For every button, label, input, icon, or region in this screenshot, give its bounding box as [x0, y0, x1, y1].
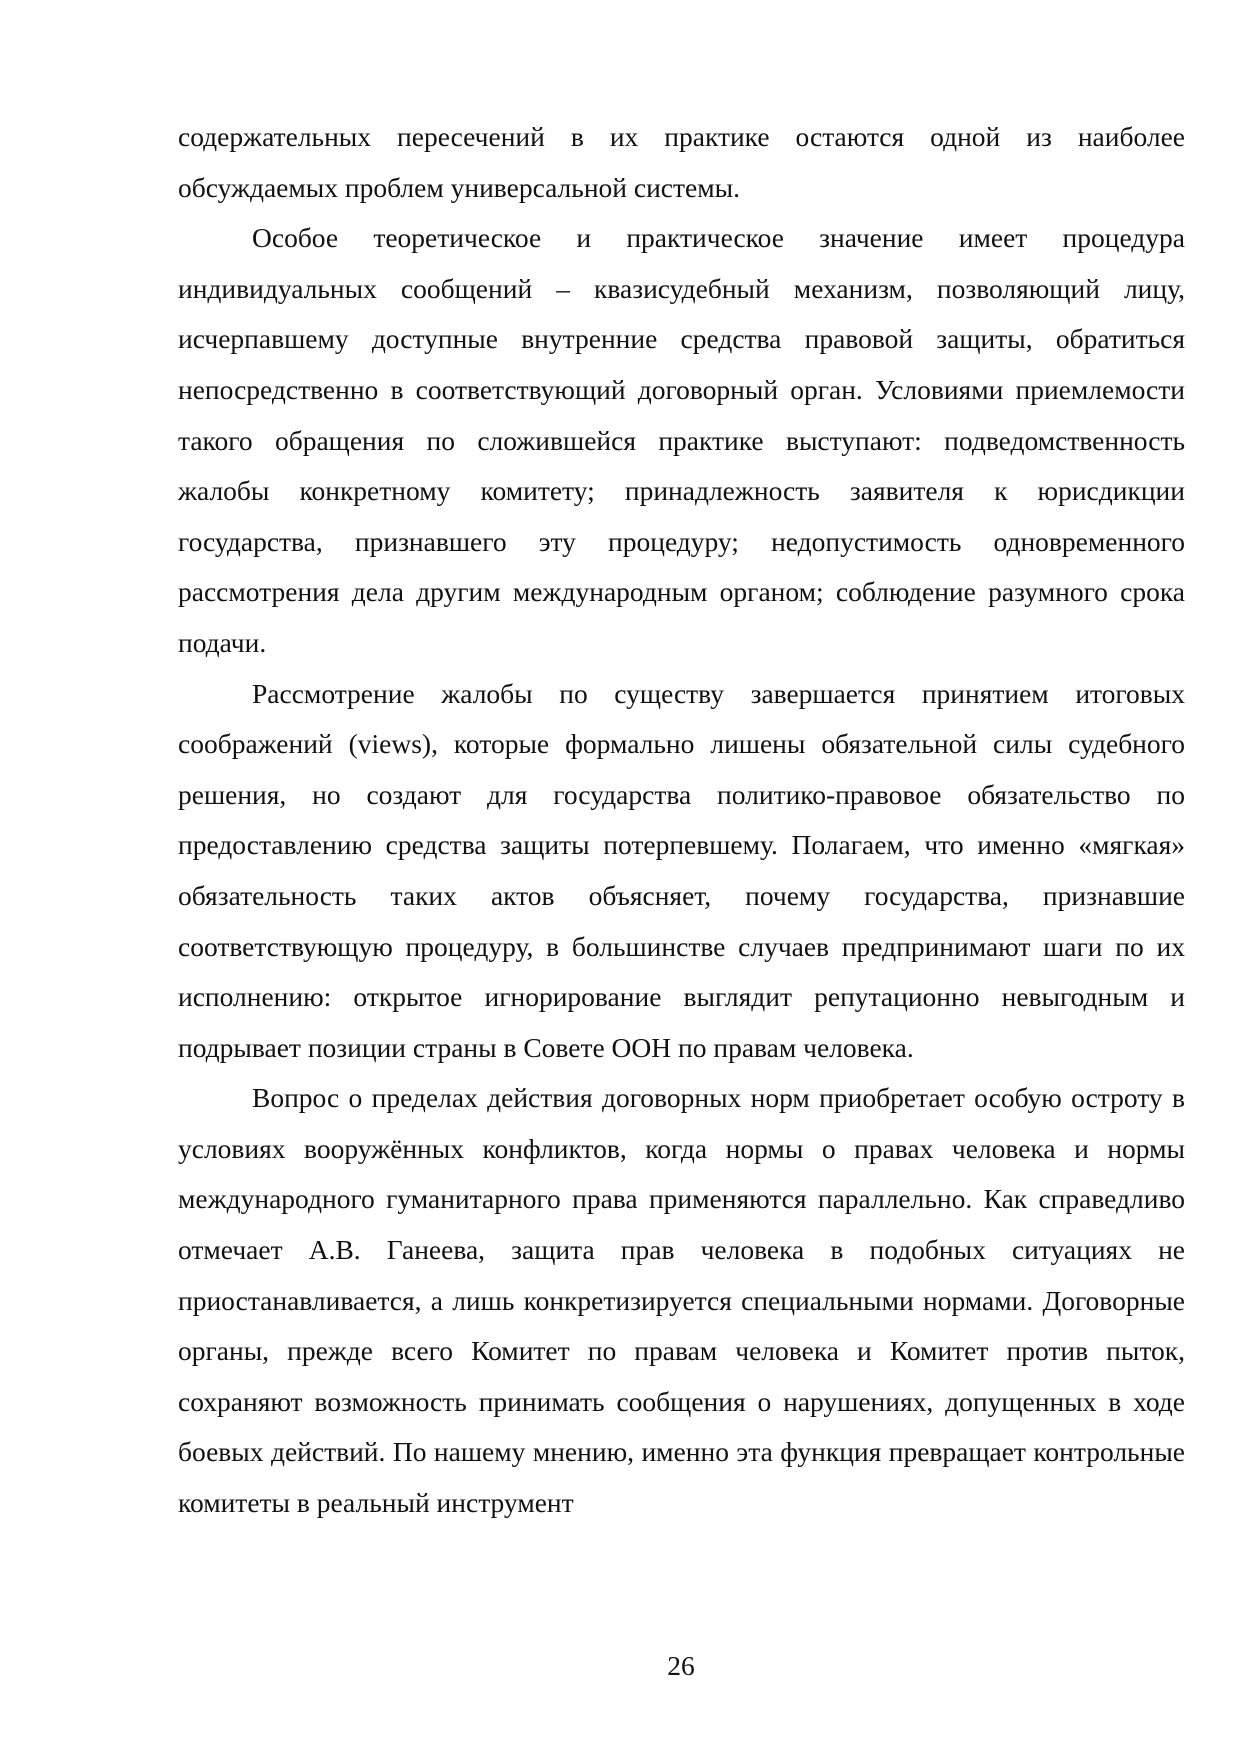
paragraph-armed-conflicts: Вопрос о пределах действия договорных норм приобретает особую остроту в условиях вооружённых конфликтов, когда нормы о правах человека и нормы международного гуманитарного права применяются параллельно. Как справедливо отмечает А.В. Ганеева, защита прав человека в подобных ситуациях не приостанавливается, а лишь конкретизируется специальными нормами. Договорные органы, прежде всего Комитет по правам человека и Комитет против пыток, сохраняют возможность принимать сообщения о нарушениях, допущенных в ходе боевых действий. По нашему мнению, именно эта функция превращает контрольные комитеты в реальный инструмент [178, 1082, 1185, 1519]
page-number: 26 [667, 1650, 695, 1681]
paragraph-continuation: содержательных пересечений в их практике остаются одной из наиболее обсуждаемых проблем универсальной системы. [178, 121, 1185, 203]
paragraph-views: Рассмотрение жалобы по существу завершается принятием итоговых соображений (views), которые формально лишены обязательной силы судебного решения, но создают для государства политико-правовое обязательство по предоставлению средства защиты потерпевшему. Полагаем, что именно «мягкая» обязательность таких актов объясняет, почему государства, признавшие соответствующую процедуру, в большинстве случаев предпринимают шаги по их исполнению: открытое игнорирование выглядит репутационно невыгодным и подрывает позиции страны в Совете ООН по правам человека. [178, 677, 1185, 1063]
body-text [178, 112, 1185, 1529]
paragraph-individual-communications: Особое теоретическое и практическое значение имеет процедура индивидуальных сообщений – квазисудебный механизм, позволяющий лицу, исчерпавшему доступные внутренние средства правовой защиты, обратиться непосредственно в соответствующий договорный орган. Условиями приемлемости такого обращения по сложившейся практике выступают: подведомственность жалобы конкретному комитету; принадлежность заявителя к юрисдикции государства, признавшего эту процедуру; недопустимость одновременного рассмотрения дела другим международным органом; соблюдение разумного срока подачи. [178, 222, 1185, 658]
